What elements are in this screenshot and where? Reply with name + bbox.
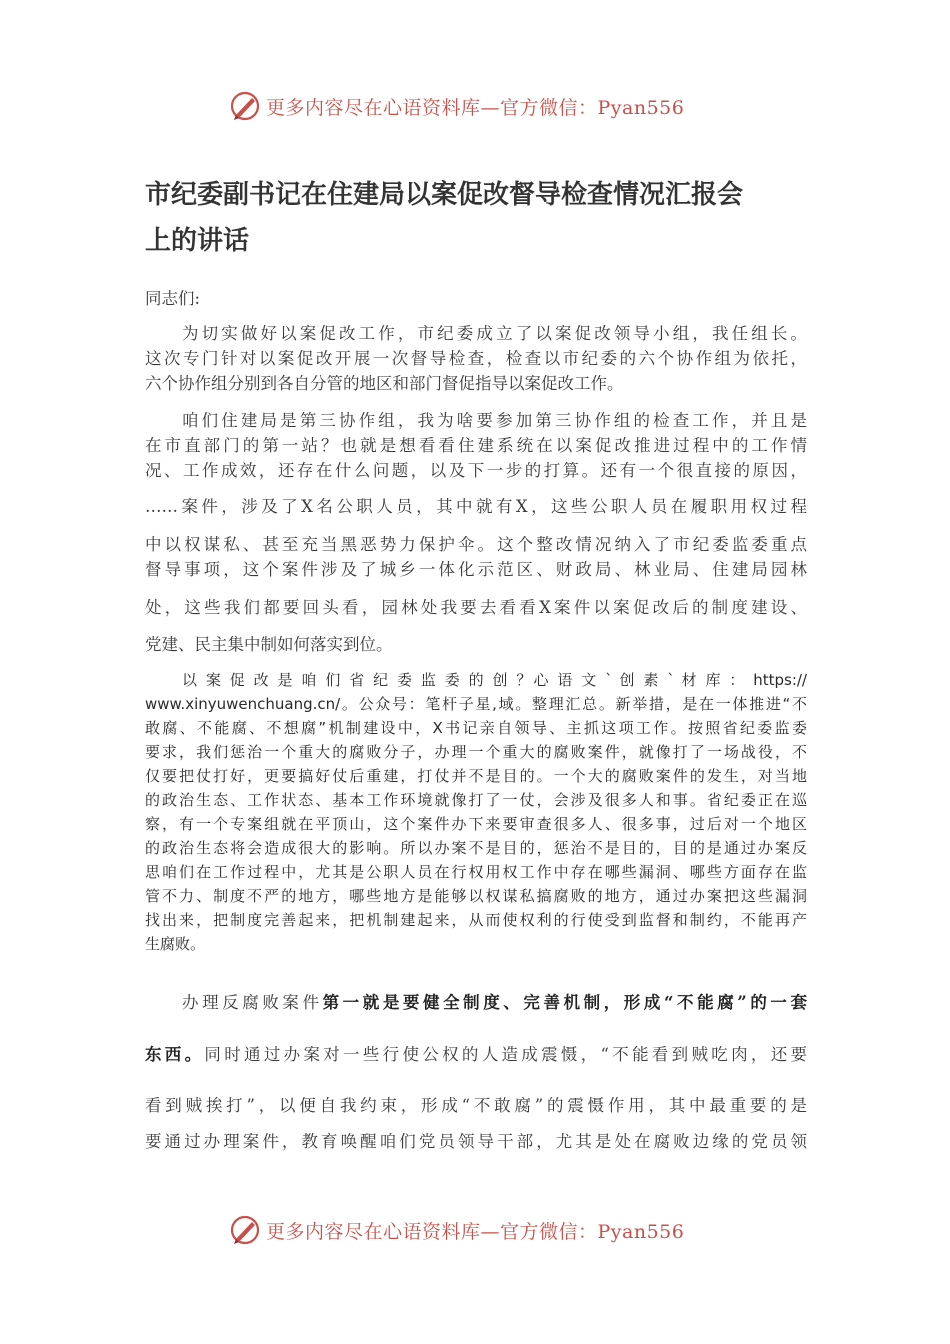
paragraph-3-line: www.xinyuwenchuang.cn/。公众号：笔杆子星,域。整理汇总。新举措，是在一体推进“不 bbox=[145, 695, 807, 713]
paragraph-2-line: 中以权谋私、甚至充当黑恶势力保护伞。这个整改情况纳入了市纪委监委重点 bbox=[145, 535, 807, 554]
paragraph-3-line: 敢腐、不能腐、不想腐”机制建设中，X书记亲自领导、主抓这项工作。按照省纪委监委 bbox=[145, 719, 807, 737]
paragraph-4-bold-text: 第一就是要健全制度、完善机制，形成“不能腐”的一套 bbox=[322, 993, 807, 1012]
paragraph-3-line: 的政治生态、工作状态、基本工作环境就像打了一仗，会涉及很多人和事。省纪委正在巡 bbox=[145, 791, 807, 809]
paragraph-3-line: 仅要把仗打好，更要搞好仗后重建，打仗并不是目的。一个大的腐败案件的发生，对当地 bbox=[145, 767, 807, 785]
footer-banner bbox=[0, 1210, 950, 1250]
paragraph-4-plain-text: 办理反腐败案件 bbox=[182, 993, 323, 1012]
paragraph-4-plain-text: 同时通过办案对一些行使公权的人造成震慑，“不能看到贼吃肉，还要 bbox=[204, 1045, 807, 1064]
title-line-2: 上的讲话 bbox=[145, 226, 250, 256]
paragraph-4-bold-text: 东西。 bbox=[145, 1045, 205, 1064]
header-banner bbox=[0, 86, 950, 126]
paragraph-2-line: 督导事项，这个案件涉及了城乡一体化示范区、财政局、林业局、住建局园林 bbox=[145, 560, 807, 579]
paragraph-3-line: 找出来，把制度完善起来，把机制建起来，从而使权利的行使受到监督和制约，不能再产 bbox=[145, 911, 807, 929]
paragraph-3-line: 思咱们在工作过程中，尤其是公职人员在行权用权工作中存在哪些漏洞、哪些方面存在监 bbox=[145, 863, 807, 881]
banner-text: 更多内容尽在心语资料库—官方微信：Pyan556 bbox=[266, 1220, 685, 1243]
salutation: 同志们: bbox=[145, 289, 201, 308]
paragraph-3-line: 的政治生态将会造成很大的影响。所以办案不是目的，惩治不是目的，目的是通过办案反 bbox=[145, 839, 807, 857]
paragraph-1-line: 这次专门针对以案促改开展一次督导检查，检查以市纪委的六个协作组为依托， bbox=[145, 349, 807, 368]
paragraph-2-line: 在市直部门的第一站？也就是想看看住建系统在以案促改推进过程中的工作情 bbox=[145, 436, 807, 455]
paragraph-1-line: 六个协作组分别到各自分管的地区和部门督促指导以案促改工作。 bbox=[145, 374, 624, 393]
paragraph-4-line bbox=[182, 989, 807, 1013]
banner-text: 更多内容尽在心语资料库—官方微信：Pyan556 bbox=[266, 96, 685, 119]
paragraph-1-line: 为切实做好以案促改工作，市纪委成立了以案促改领导小组，我任组长。 bbox=[182, 324, 807, 343]
paragraph-3-line: 察，有一个专案组就在平顶山，这个案件办下来要审查很多人、很多事，过后对一个地区 bbox=[145, 815, 807, 833]
paragraph-2-line: 党建、民主集中制如何落实到位。 bbox=[145, 635, 393, 654]
paragraph-4-line bbox=[145, 1041, 807, 1065]
paragraph-2-line: 咱们住建局是第三协作组，我为啥要参加第三协作组的检查工作，并且是 bbox=[182, 411, 807, 430]
paragraph-3-line: 生腐败。 bbox=[145, 935, 206, 953]
paragraph-4-line: 要通过办理案件，教育唤醒咱们党员领导干部，尤其是处在腐败边缘的党员领 bbox=[145, 1132, 807, 1151]
paragraph-4-line: 看到贼挨打”，以便自我约束，形成“不敢腐”的震慑作用，其中最重要的是 bbox=[145, 1096, 807, 1115]
document-title bbox=[145, 172, 825, 264]
pen-logo-icon bbox=[228, 1213, 262, 1247]
paragraph-2-line: ……案件，涉及了X名公职人员，其中就有X，这些公职人员在履职用权过程 bbox=[145, 497, 807, 516]
paragraph-3-line: 管不力、制度不严的地方，哪些地方是能够以权谋私搞腐败的地方，通过办案把这些漏洞 bbox=[145, 887, 807, 905]
paragraph-3-line: 以 案 促 改 是 咱 们 省 纪 委 监 委 的 创 ？心 语 文 ` 创 素 ` 材 库 ： https:// bbox=[182, 671, 807, 689]
paragraph-3-line: 要求，我们惩治一个重大的腐败分子，办理一个重大的腐败案件，就像打了一场战役，不 bbox=[145, 743, 807, 761]
title-line-1: 市纪委副书记在住建局以案促改督导检查情况汇报会 bbox=[145, 180, 744, 210]
pen-logo-icon bbox=[228, 89, 262, 123]
paragraph-2-line: 处，这些我们都要回头看，园林处我要去看看X案件以案促改后的制度建设、 bbox=[145, 598, 807, 617]
paragraph-2-line: 况、工作成效，还存在什么问题，以及下一步的打算。还有一个很直接的原因， bbox=[145, 461, 807, 480]
